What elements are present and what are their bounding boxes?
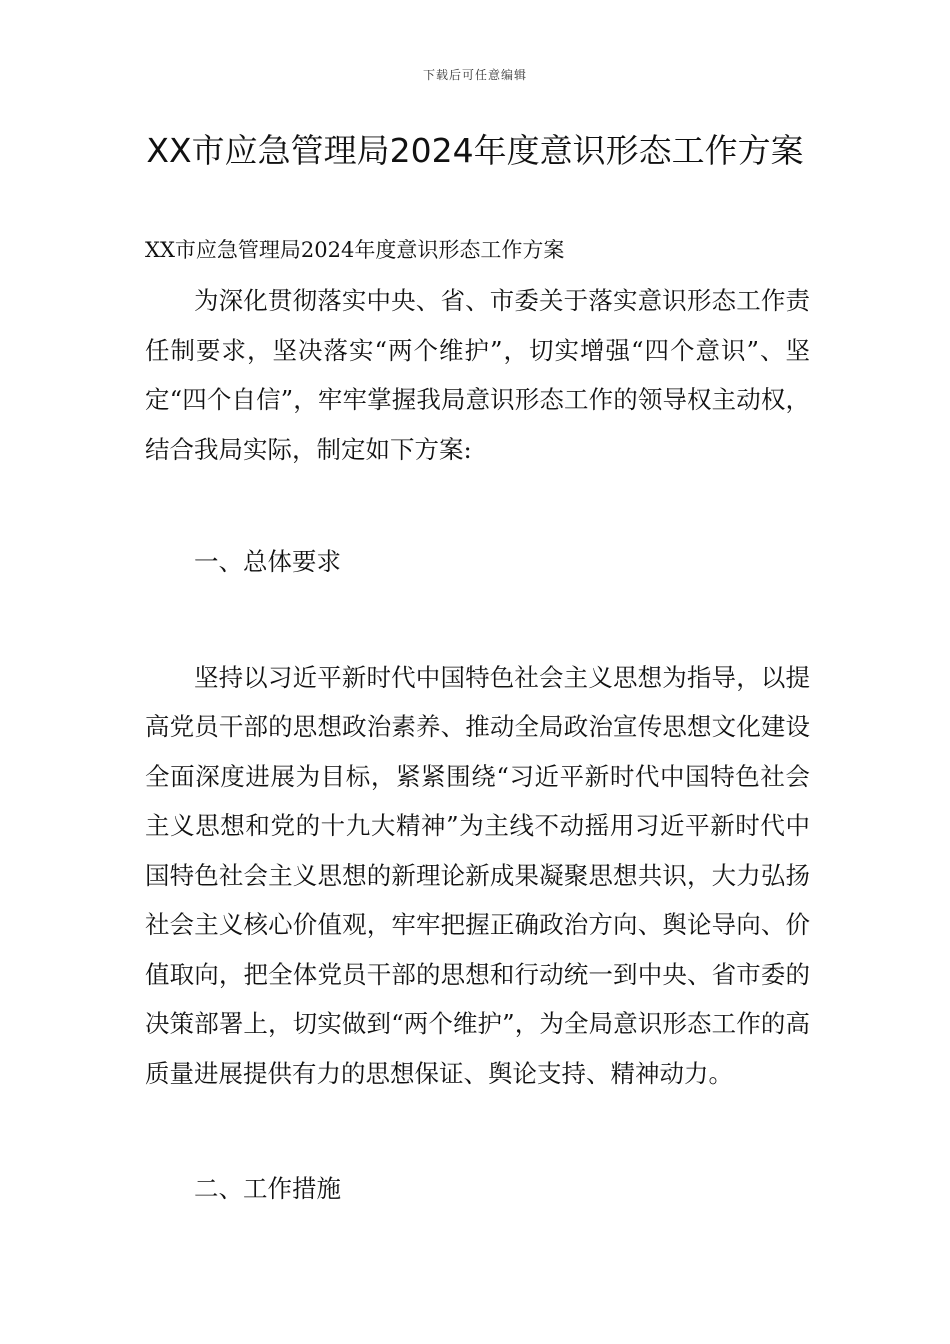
document-title: XX市应急管理局2024年度意识形态工作方案 (146, 131, 804, 170)
section-heading-general: 一、总体要求 (194, 547, 341, 576)
header-note: 下载后可任意编辑 (422, 68, 527, 82)
section-body-general: 坚持以习近平新时代中国特色社会主义思想为指导，以提高党员干部的思想政治素养、推动全局政治宣传思想文化建设全面深度进展为目标，紧紧围绕“习近平新时代中国特色社会主义思想和党的十九大精神”为主线不动摇用习近平新时代中国特色社会主义思想的新理论新成果凝聚思想共识，大力弘扬社会主义核心价值观，牢牢把握正确政治方向、舆论导向、价值取向，把全体党员干部的思想和行动统一到中央、省市委的决策部署上，切实做到“两个维护”，为全局意识形态工作的高质量进展提供有力的思想保证、舆论支持、精神动力。 (145, 662, 810, 1088)
document-body (145, 230, 810, 1214)
intro-paragraph: 为深化贯彻落实中央、省、市委关于落实意识形态工作责任制要求，坚决落实“两个维护”，切实增强“四个意识”、坚定“四个自信”，牢牢掌握我局意识形态工作的领导权主动权，结合我局实际，制定如下方案: (145, 286, 810, 464)
section-heading-measures: 二、工作措施 (194, 1174, 341, 1203)
document-subtitle: XX市应急管理局2024年度意识形态工作方案 (145, 238, 565, 262)
